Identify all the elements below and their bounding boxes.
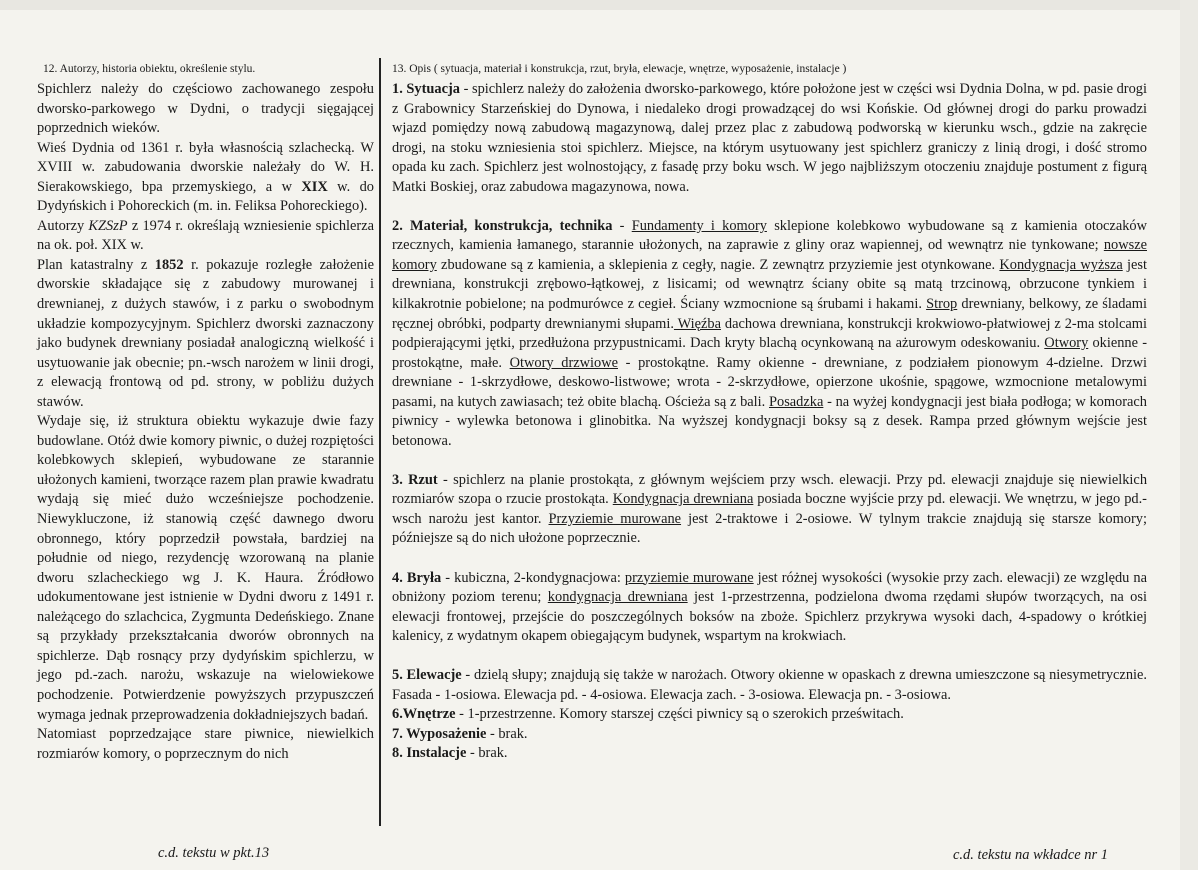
section-instalacje: 8. Instalacje - brak. [392,745,508,762]
paragraph: Natomiast poprzedzające stare piwnice, niewielkich rozmiarów komory, o poprzecznym do nich [37,726,374,762]
left-column [37,60,374,764]
section-sytuacja: 1. Sytuacja - spichlerz należy do założenia dworsko-parkowego, które położone jest w części wsi Dydnia Dolna, w pd. pasie drogi z Grabownicy Starzeńskiej do Dynowa, i niedaleko drogi prowadzącej do wsi Końskie. Od głównej drogi do parku prowadzi wjazd pomiędzy nową zabudową magazynową, dalej przez plac z zabudową podworską w kierunku wsch., gdzie na zakręcie drogi, na stoku wzniesienia stoi spichlerz. Miejsce, na którym usytuowany jest spichlerz graniczy z linią drogi, i dość stromo opada ku zach. Spichlerz jest wolnostojący, z fasadę przy boku wsch. W jego najbliższym otoczeniu znajduje postument z figurą Matki Boskiej, oraz zabudowa magazynowa, nowa. [392,81,1147,195]
scan-edge-right [1180,0,1198,870]
column-divider [379,58,381,826]
section-elewacje: 5. Elewacje - dzielą słupy; znajdują się także w narożach. Otwory okienne w opaskach z drewna umieszczone są niesymetrycznie. Fasada - 1-osiowa. Elewacja pd. - 4-osiowa. Elewacja zach. - 3-osiowa. Elewacja pn. - 3-osiowa. [392,667,1148,703]
section-material: 2. Materiał, konstrukcja, technika - Fundamenty i komory sklepione kolebkowo wybudowane są z kamienia otoczaków rzecznych, kamienia łamanego, starannie ułożonych, na zaprawie z gliny oraz wapiennej, od wewnątrz nie tynkowane; nowsze komory zbudowane są z kamienia, a sklepienia z cegły, nagie. Z zewnątrz przyziemie jest otynkowane. Kondygnacja wyższa jest drewniana, konstrukcji zrębowo-łątkowej, z lisicami; od wewnątrz ściany obite są matą trzcinową, obrzucone tynkiem i kilkakrotnie pobielone; na podmurówce z cegieł. Ściany wzmocnione są śrubami i hakami. Strop drewniany, belkowy, ze śladami ręcznej obróbki, podparty drewnianymi słupami. Więźba dachowa drewniana, konstrukcji krokwiowo-płatwiowej z 2-ma stolcami podpierającymi jętki, przedłużona przypustnicami. Dach kryty blachą ocynkowaną na ażurowym odeskowaniu. Otwory okienne - prostokątne, małe. Otwory drzwiowe - prostokątne. Ramy okienne - drewniane, z podziałem pionowym 4-dzielne. Drzwi drewniane - 1-skrzydłowe, deskowo-listwowe; wrota - 2-skrzydłowe, opierzone ukośnie, spągowe, wzmocnione metalowymi pasami, na kutych zawiasach; też obite blachą. Ościeża są z bali. Posadzka - na wyżej kondygnacji jest biała podłoga; w komorach piwnicy - wylewka betonowa i glinobitka. Na wyższej kondygnacji boksy są z desek. Rampa przed głównym wejście jest betonowa. [392,217,1148,449]
paragraph: Spichlerz należy do częściowo zachowanego zespołu dworsko-parkowego w Dydni, o tradycji sięgającej poprzednich wieków. [37,81,374,137]
footer-right-note: c.d. tekstu na wkładce nr 1 [953,847,1109,863]
footer-left-note: c.d. tekstu w pkt.13 [158,845,270,861]
paragraph: Autorzy KZSzP z 1974 r. określają wzniesienie spichlerza na ok. poł. XIX w. [37,217,374,254]
paragraph: Wydaje się, iż struktura obiektu wykazuje dwie fazy budowlane. Otóż dwie komory piwnic, o dużej rozpiętości kolebkowych sklepień, wybudowane ze starannie ułożonych kamieni, tworzące razem plan prawie kwadratu wydają się mieć dużo wcześniejsze pochodzenie. Niewykluczone, iż stanowią część dawnego dworu obronnego, który poprzedził powstała, bardziej na południe od niego, rezydencję wzorowaną na planie dworu szlacheckiego wg J. K. Haura. Źródłowo udokumentowane jest istnienie w Dydni dworu z 1491 r. należącego do szlachcica, Zygmunta Dedeńskiego. Znane są przykłady przekształcania dworów obronnych na spichlerze. Dąb rosnący przy dydyńskim spichlerzu, w jego pd.-zach. narożu, wskazuje na wielowiekowe pochodzenie. Potwierdzenie powyższych przypuszczeń wymaga jednak przeprowadzenia dokładniejszych badań. [37,413,374,723]
section-wyposazenie: 7. Wyposażenie - brak. [392,725,528,742]
section-bryla: 4. Bryła - kubiczna, 2-kondygnacjowa: przyziemie murowane jest różnej wysokości (wysokie przy zach. elewacji) ze względu na obniżony poziom terenu; kondygnacja drewniana jest 1-przestrzenna, podzielona dwoma rzędami słupów tworzących, na osi elewacji frontowej, przejście do poszczególnych boksów na zboże. Spichlerz przykrywa wysoki dach, 4-spadowy o krótkiej kalenicy, z wydatnym okapem obiegającym budynek, wspartym na krokwiach. [392,569,1148,645]
section-rzut: 3. Rzut - spichlerz na planie prostokąta, z głównym wejściem przy wsch. elewacji. Przy pd. elewacji znajduje się niewielkich rozmiarów szopa o rzucie prostokąta. Kondygnacja drewniana posiada boczne wyjście przy pd. elewacji. We wnętrzu, w jego pd.-wsch narożu jest kantor. Przyziemie murowane jest 2-traktowe i 2-osiowe. W tylnym trakcie znajdują się starsze komory; późniejsze są do nich ułożone poprzecznie. [392,471,1148,547]
scan-edge-top [0,0,1198,10]
paragraph: Plan katastralny z 1852 r. pokazuje rozległe założenie dworskie składające się z zabudowy murowanej i drewnianej, z dużych stawów, i z parku o swobodnym układzie kompozycyjnym. Spichlerz dworski zaznaczony jako budynek drewniany posiadał analogiczną wielkość i usytuowanie jak obecnie; pn.-wsch narożem w linii drogi, z elewacją frontową od pd. strony, w pobliżu dużych stawów. [37,256,374,410]
paragraph: Wieś Dydnia od 1361 r. była własnością szlachecką. W XVIII w. zabudowania dworskie należały do W. H. Sierakowskiego, bpa przemyskiego, a w XIX w. do Dydyńskich i Pohoreckich (m. in. Feliksa Pohoreckiego). [37,139,374,215]
section-12-header: 12. Autorzy, historia obiektu, określenie stylu. [43,63,256,75]
section-13-header: 13. Opis ( sytuacja, materiał i konstrukcja, rzut, bryła, elewacje, wnętrze, wyposażenie, instalacje ) [392,63,847,75]
right-column [392,60,1147,764]
section-wnetrze: 6.Wnętrze - 1-przestrzenne. Komory starszej części piwnicy są o szerokich prześwitach. [392,706,904,723]
